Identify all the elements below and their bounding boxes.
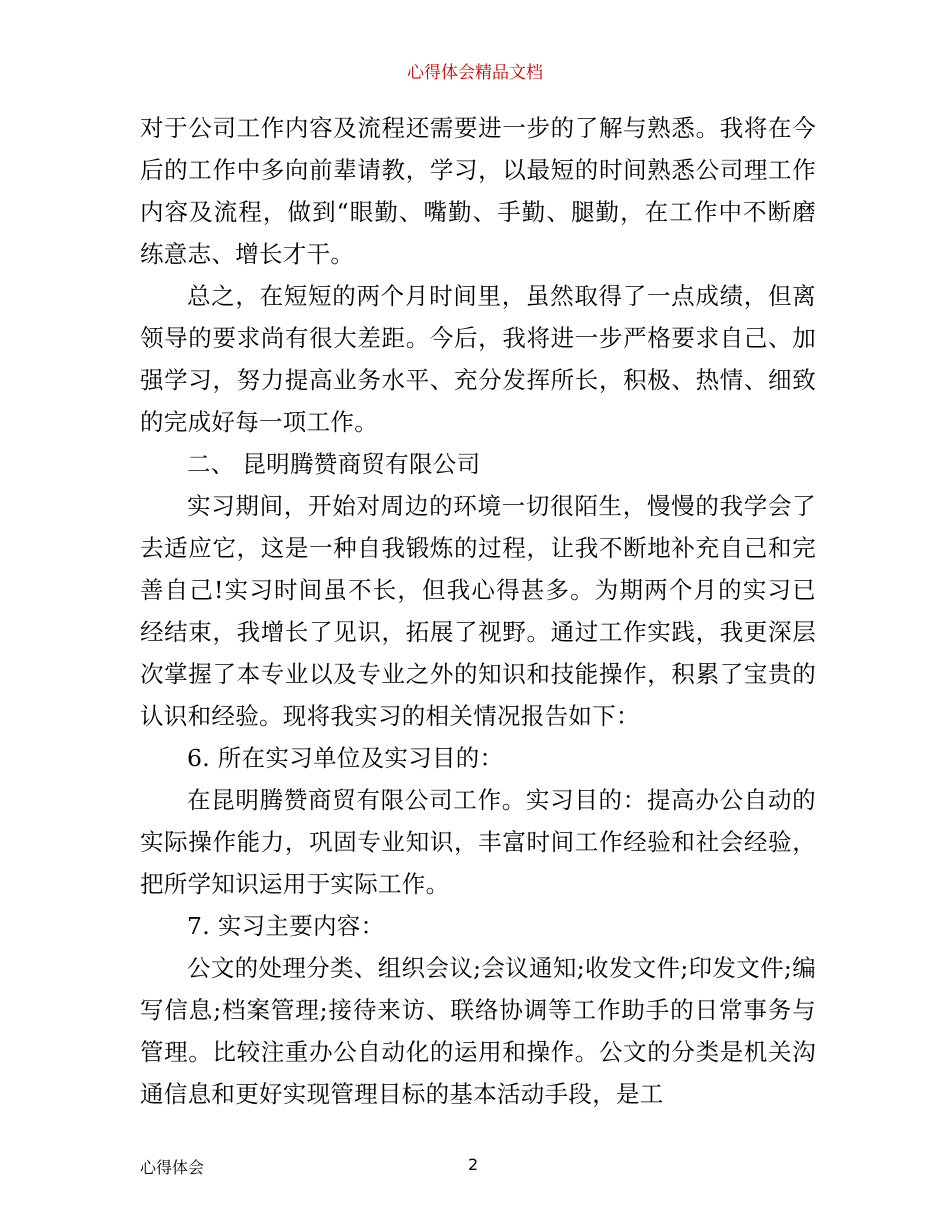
paragraph-unit-purpose: 在昆明腾赞商贸有限公司工作。实习目的：提高办公自动的实际操作能力，巩固专业知识，丰富时间工作经验和社会经验，把所学知识运用于实际工作。	[140, 786, 816, 898]
footer-label: 心得体会	[140, 1158, 205, 1177]
document-header-title: 心得体会精品文档	[407, 63, 543, 83]
paragraph-internship-intro: 实习期间，开始对周边的环境一切很陌生，慢慢的我学会了去适应它，这是一种自我锻炼的过程，让我不断地补充自己和完善自己!实习时间虽不长，但我心得甚多。为期两个月的实习已经结束，我增长了见识，拓展了视野。通过工作实践，我更深层次掌握了本专业以及专业之外的知识和技能操作，积累了宝贵的认识和经验。现将我实习的相关情况报告如下：	[140, 492, 816, 730]
paragraph-main-content: 公文的处理分类、组织会议;会议通知;收发文件;印发文件;编写信息;档案管理;接待来访、联络协调等工作助手的日常事务与管理。比较注重办公自动化的运用和操作。公文的分类是机关沟通信息和更好实现管理目标的基本活动手段，是工	[140, 954, 816, 1108]
list-item-main-content: 7. 实习主要内容：	[187, 912, 385, 940]
paragraph-summary: 总之，在短短的两个月时间里，虽然取得了一点成绩，但离领导的要求尚有很大差距。今后，我将进一步严格要求自己、加强学习，努力提高业务水平、充分发挥所长，积极、热情、细致的完成好每一项工作。	[140, 282, 816, 436]
paragraph-continuation: 对于公司工作内容及流程还需要进一步的了解与熟悉。我将在今后的工作中多向前辈请教，学习，以最短的时间熟悉公司理工作内容及流程，做到“眼勤、嘴勤、手勤、腿勤，在工作中不断磨练意志、增长才干。	[140, 114, 816, 268]
section-heading-company: 二、 昆明腾赞商贸有限公司	[187, 450, 481, 478]
list-item-unit-and-purpose: 6. 所在实习单位及实习目的：	[187, 744, 504, 772]
page-number: 2	[468, 1155, 479, 1174]
document-body	[140, 107, 816, 1115]
